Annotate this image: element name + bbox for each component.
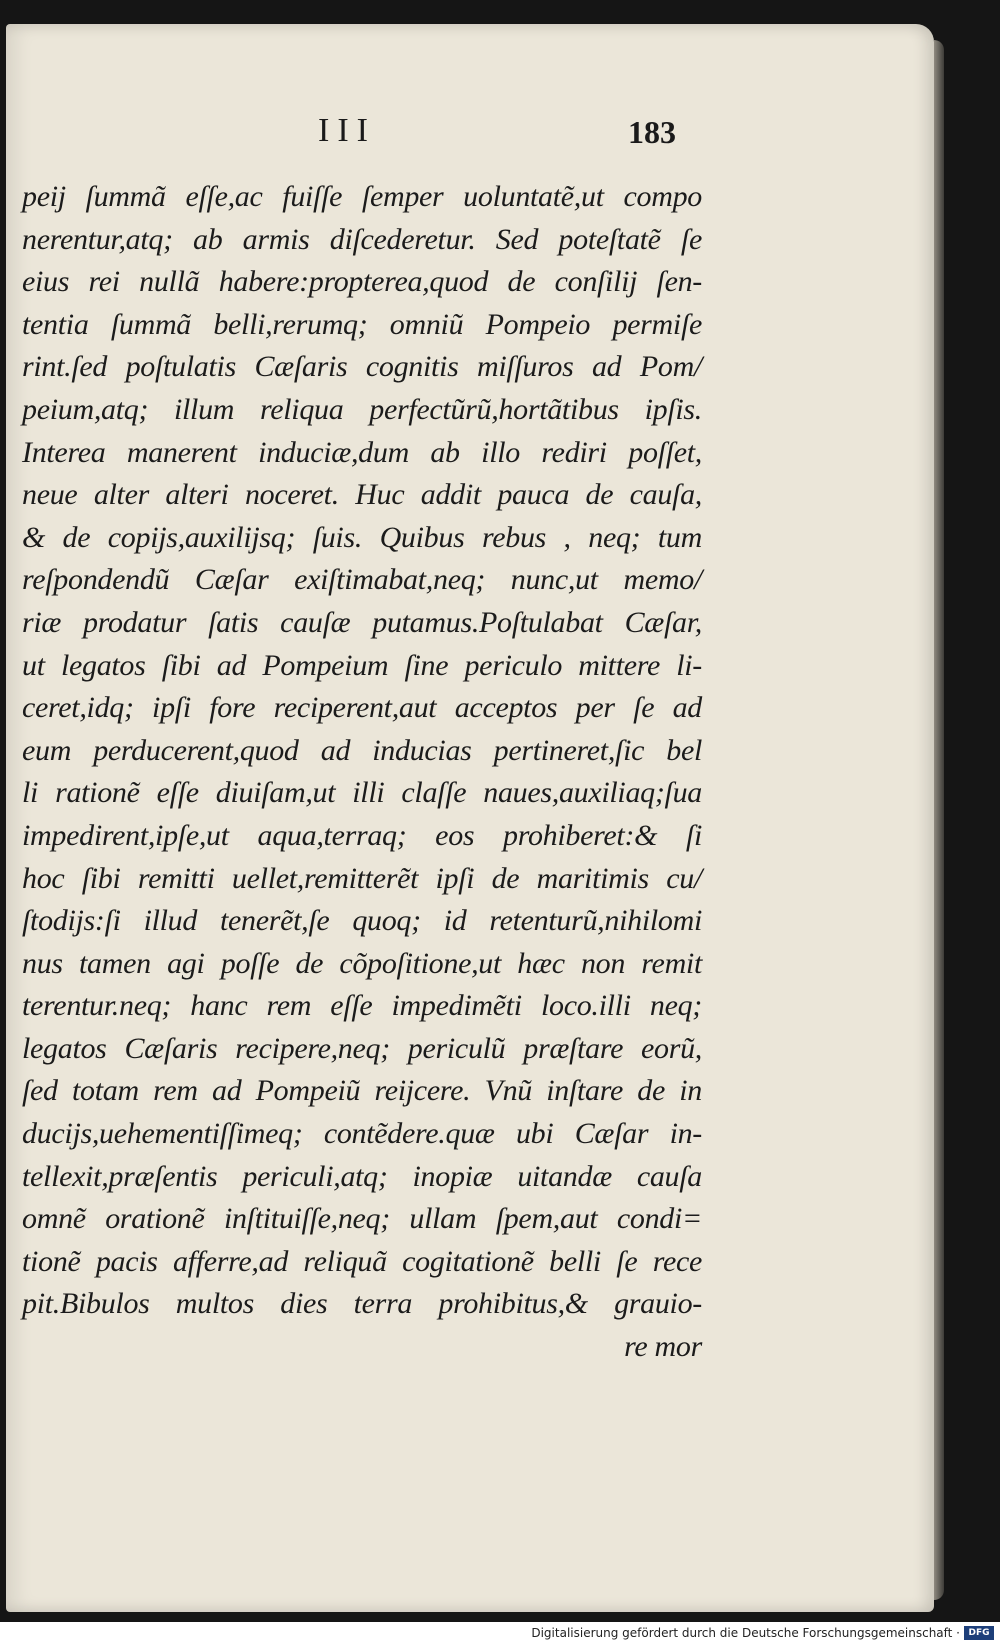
footer-bar <box>0 1622 1000 1645</box>
section-numeral: III <box>318 112 376 149</box>
text-line: tentia ſummã belli,rerumq; omniũ Pompeio permiſe <box>22 307 702 341</box>
dfg-logo: DFG <box>964 1626 994 1640</box>
text-line: pit.Bibulos multos dies terra prohibitus,& grauio- <box>22 1287 702 1321</box>
text-line: peium,atq; illum reliqua perfectũrũ,hortãtibus ipſis. <box>22 392 702 426</box>
text-line: legatos Cæſaris recipere,neq; periculũ præſtare eorũ, <box>22 1031 702 1065</box>
text-line: rint.ſed poſtulatis Cæſaris cognitis miſſuros ad Pom/ <box>22 350 702 384</box>
text-line: ceret,idq; ipſi fore reciperent,aut acceptos per ſe ad <box>22 691 702 725</box>
text-line: tellexit,præſentis periculi,atq; inopiæ uitandæ cauſa <box>22 1159 702 1193</box>
text-line: ſed totam rem ad Pompeiũ reijcere. Vnũ inſtare de in <box>22 1074 702 1108</box>
text-line: li rationẽ eſſe diuiſam,ut illi claſſe naues,auxiliaq;ſua <box>22 776 702 810</box>
text-line: Interea manerent induciæ,dum ab illo rediri poſſet, <box>22 435 702 469</box>
text-line: hoc ſibi remitti uellet,remitterẽt ipſi de maritimis cu/ <box>22 861 702 895</box>
text-line: tionẽ pacis afferre,ad reliquã cogitationẽ belli ſe rece <box>22 1244 702 1278</box>
body-text <box>22 176 702 1369</box>
text-line: reſpondendũ Cæſar exiſtimabat,neq; nunc,ut memo/ <box>22 563 702 597</box>
text-line: & de copijs,auxilijsq; ſuis. Quibus rebus , neq; tum <box>22 520 702 554</box>
text-line: impedirent,ipſe,ut aqua,terraq; eos prohiberet:& ſi <box>22 818 702 852</box>
text-line: eum perducerent,quod ad inducias pertineret,ſic bel <box>22 733 702 767</box>
text-line: omnẽ orationẽ inſtituiſſe,neq; ullam ſpem,aut condi= <box>22 1202 702 1236</box>
text-line: nus tamen agi poſſe de cõpoſitione,ut hæc non remit <box>22 946 702 980</box>
text-line: eius rei nullã habere:propterea,quod de conſilij ſen- <box>22 265 702 299</box>
text-line: ſtodijs:ſi illud tenerẽt,ſe quoq; id retenturũ,nihilomi <box>22 904 702 938</box>
text-line: peij ſummã eſſe,ac fuiſſe ſemper uoluntatẽ,ut compo <box>22 180 702 213</box>
page-edge <box>934 40 944 1600</box>
catchword: re mor <box>624 1330 702 1364</box>
text-line: ut legatos ſibi ad Pompeium ſine periculo mittere li- <box>22 648 702 682</box>
text-line: riæ prodatur ſatis cauſæ putamus.Poſtulabat Cæſar, <box>22 605 702 639</box>
text-line: nerentur,atq; ab armis diſcederetur. Sed poteſtatẽ ſe <box>22 222 702 256</box>
page-number: 183 <box>628 114 676 150</box>
funding-credit: Digitalisierung gefördert durch die Deutsche Forschungsgemeinschaft · <box>531 1626 960 1640</box>
text-line: ducijs,uehementiſſimeq; contẽdere.quæ ubi Cæſar in- <box>22 1117 702 1151</box>
text-line: terentur.neq; hanc rem eſſe impedimẽti loco.illi neq; <box>22 989 702 1023</box>
text-line: neue alter alteri noceret. Huc addit pauca de cauſa, <box>22 478 702 512</box>
